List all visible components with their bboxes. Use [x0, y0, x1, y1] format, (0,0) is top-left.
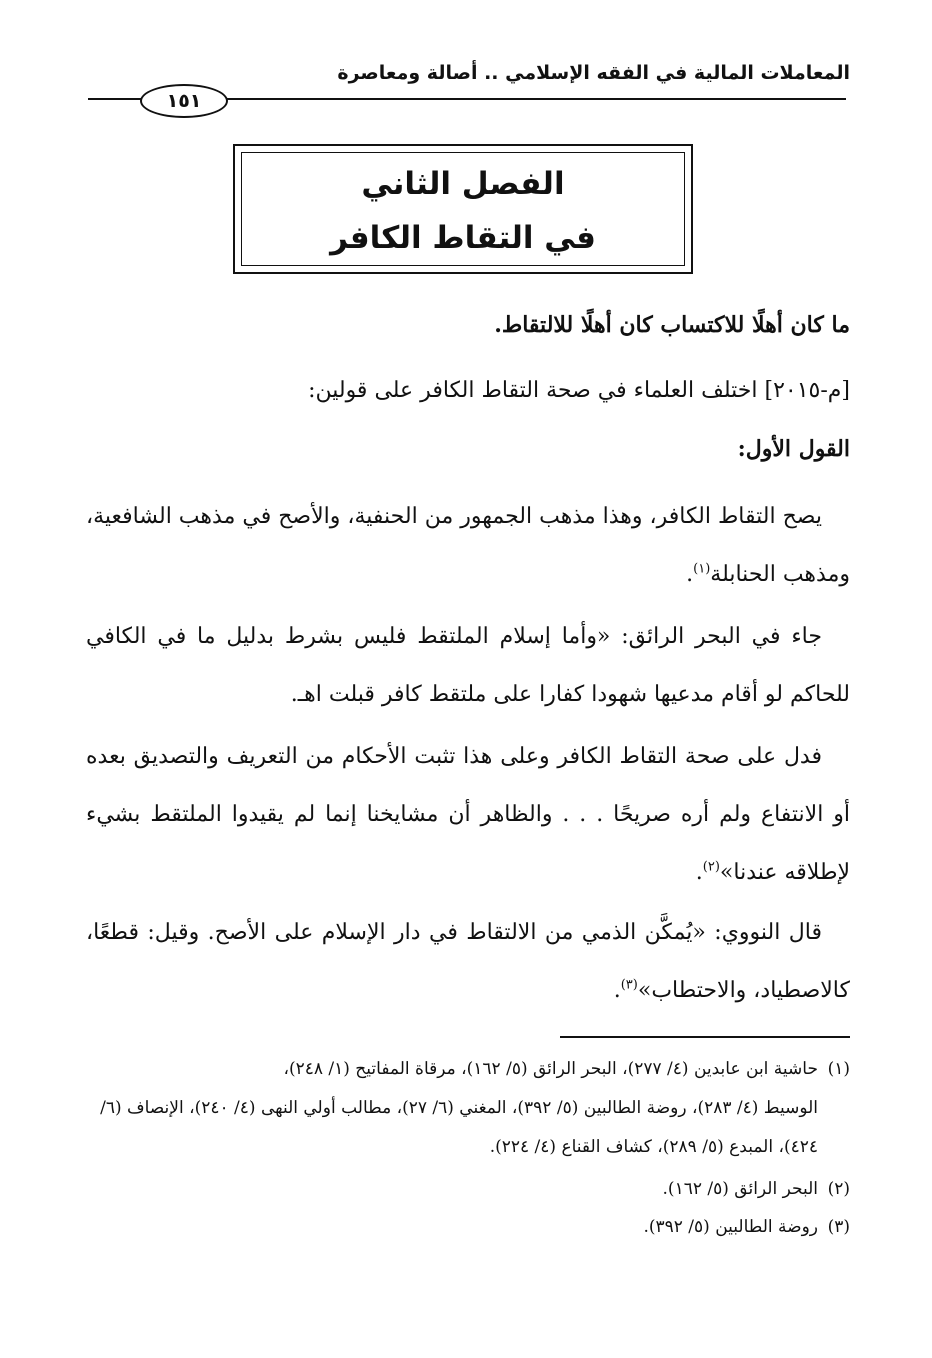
footnote-2-text: البحر الرائق (٥/ ١٦٢). [662, 1179, 818, 1199]
bahr-quote-paragraph [86, 608, 850, 724]
inference-paragraph [86, 728, 850, 902]
issue-statement: [م-٢٠١٥] اختلف العلماء في صحة التقاط الكافر على قولين: [308, 378, 850, 403]
chapter-title-box [233, 144, 693, 274]
footnote-3-text: روضة الطالبين (٥/ ٣٩٢). [643, 1217, 818, 1237]
footnote-3 [80, 1208, 850, 1247]
chapter-subheading: في التقاط الكافر [330, 220, 596, 256]
footnote-1 [80, 1050, 850, 1167]
nawawi-quote-text: قال النووي: «يُمكَّن الذمي من الالتقاط في دار الإسلام على الأصح. وقيل: قطعًا، كالاصطياد، والاحتطاب» [86, 920, 850, 1003]
footnote-ref-2: (٢) [702, 859, 720, 875]
nawawi-quote-paragraph [86, 904, 850, 1020]
nawawi-quote-end: . [613, 978, 621, 1003]
footnote-1-text: حاشية ابن عابدين (٤/ ٢٧٧)، البحر الرائق (٥/ ١٦٢)، مرقاة المفاتيح (١/ ٢٤٨)، [283, 1059, 818, 1079]
first-opinion-heading: القول الأول: [737, 436, 850, 462]
footnote-separator [560, 1036, 850, 1038]
footnote-ref-3: (٣) [620, 977, 638, 993]
running-header-title: المعاملات المالية في الفقه الإسلامي .. أصالة ومعاصرة [337, 62, 850, 84]
footnote-ref-1: (١) [693, 561, 711, 577]
footnote-2 [80, 1170, 850, 1209]
first-opinion-paragraph [86, 488, 850, 604]
footnote-3-number: (٣) [827, 1217, 850, 1237]
principle-statement: ما كان أهلًا للاكتساب كان أهلًا للالتقاط. [494, 312, 850, 338]
footnote-1-number: (١) [827, 1059, 850, 1079]
footnote-2-number: (٢) [827, 1179, 850, 1199]
footnote-1-continuation: الوسيط (٤/ ٢٨٣)، روضة الطالبين (٥/ ٣٩٢)، المغني (٦/ ٢٧)، مطالب أولي النهى (٤/ ٢٤٠)، الإنصاف (٦/ ٤٢٤)، المبدع (٥/ ٢٨٩)، كشاف القناع (٤/ ٢٢٤). [100, 1098, 818, 1157]
inference-end: . [695, 860, 703, 885]
page-number: ١٥١ [140, 84, 228, 118]
inference-text: فدل على صحة التقاط الكافر وعلى هذا تثبت الأحكام من التعريف والتصديق بعده أو الانتفاع ولم أره صريحًا . . . والظاهر أن مشايخنا إنما لم يقيدوا الملتقط بشيء لإطلاقه عندنا» [86, 744, 850, 885]
first-opinion-text: يصح التقاط الكافر، وهذا مذهب الجمهور من الحنفية، والأصح في مذهب الشافعية، ومذهب الحنابلة [86, 504, 850, 587]
chapter-heading: الفصل الثاني [361, 166, 565, 202]
bahr-quote-text: جاء في البحر الرائق: «وأما إسلام الملتقط فليس بشرط بدليل ما في الكافي للحاكم لو أقام مدعيها شهودا كفارا على ملتقط كافر قبلت اهـ. [86, 624, 850, 707]
first-opinion-end: . [686, 562, 694, 587]
